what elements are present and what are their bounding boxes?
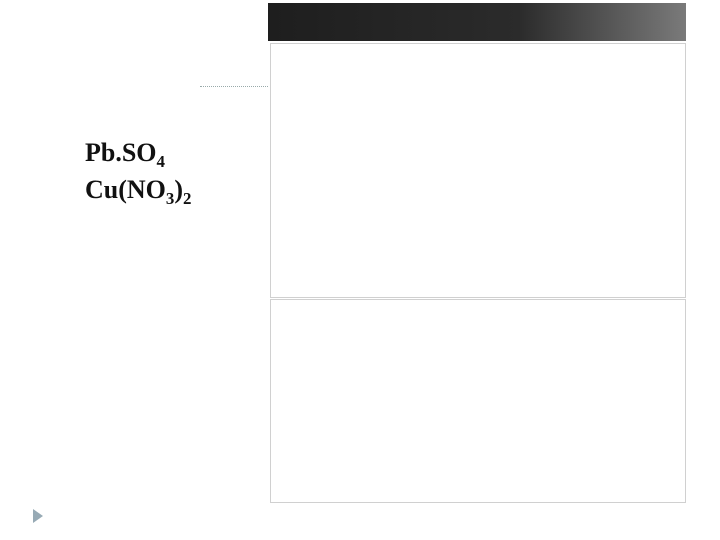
option-text: $Pb.SO_4$ <box>85 138 165 171</box>
insoluble-panel <box>270 299 686 503</box>
soluble-panel <box>270 43 686 298</box>
table-title-bar <box>268 3 686 41</box>
solubility-table <box>268 3 686 503</box>
option-text: $Cu(NO_3)_2$ <box>85 175 192 208</box>
next-slide-arrow-icon[interactable] <box>33 509 43 523</box>
title-divider <box>200 86 278 87</box>
